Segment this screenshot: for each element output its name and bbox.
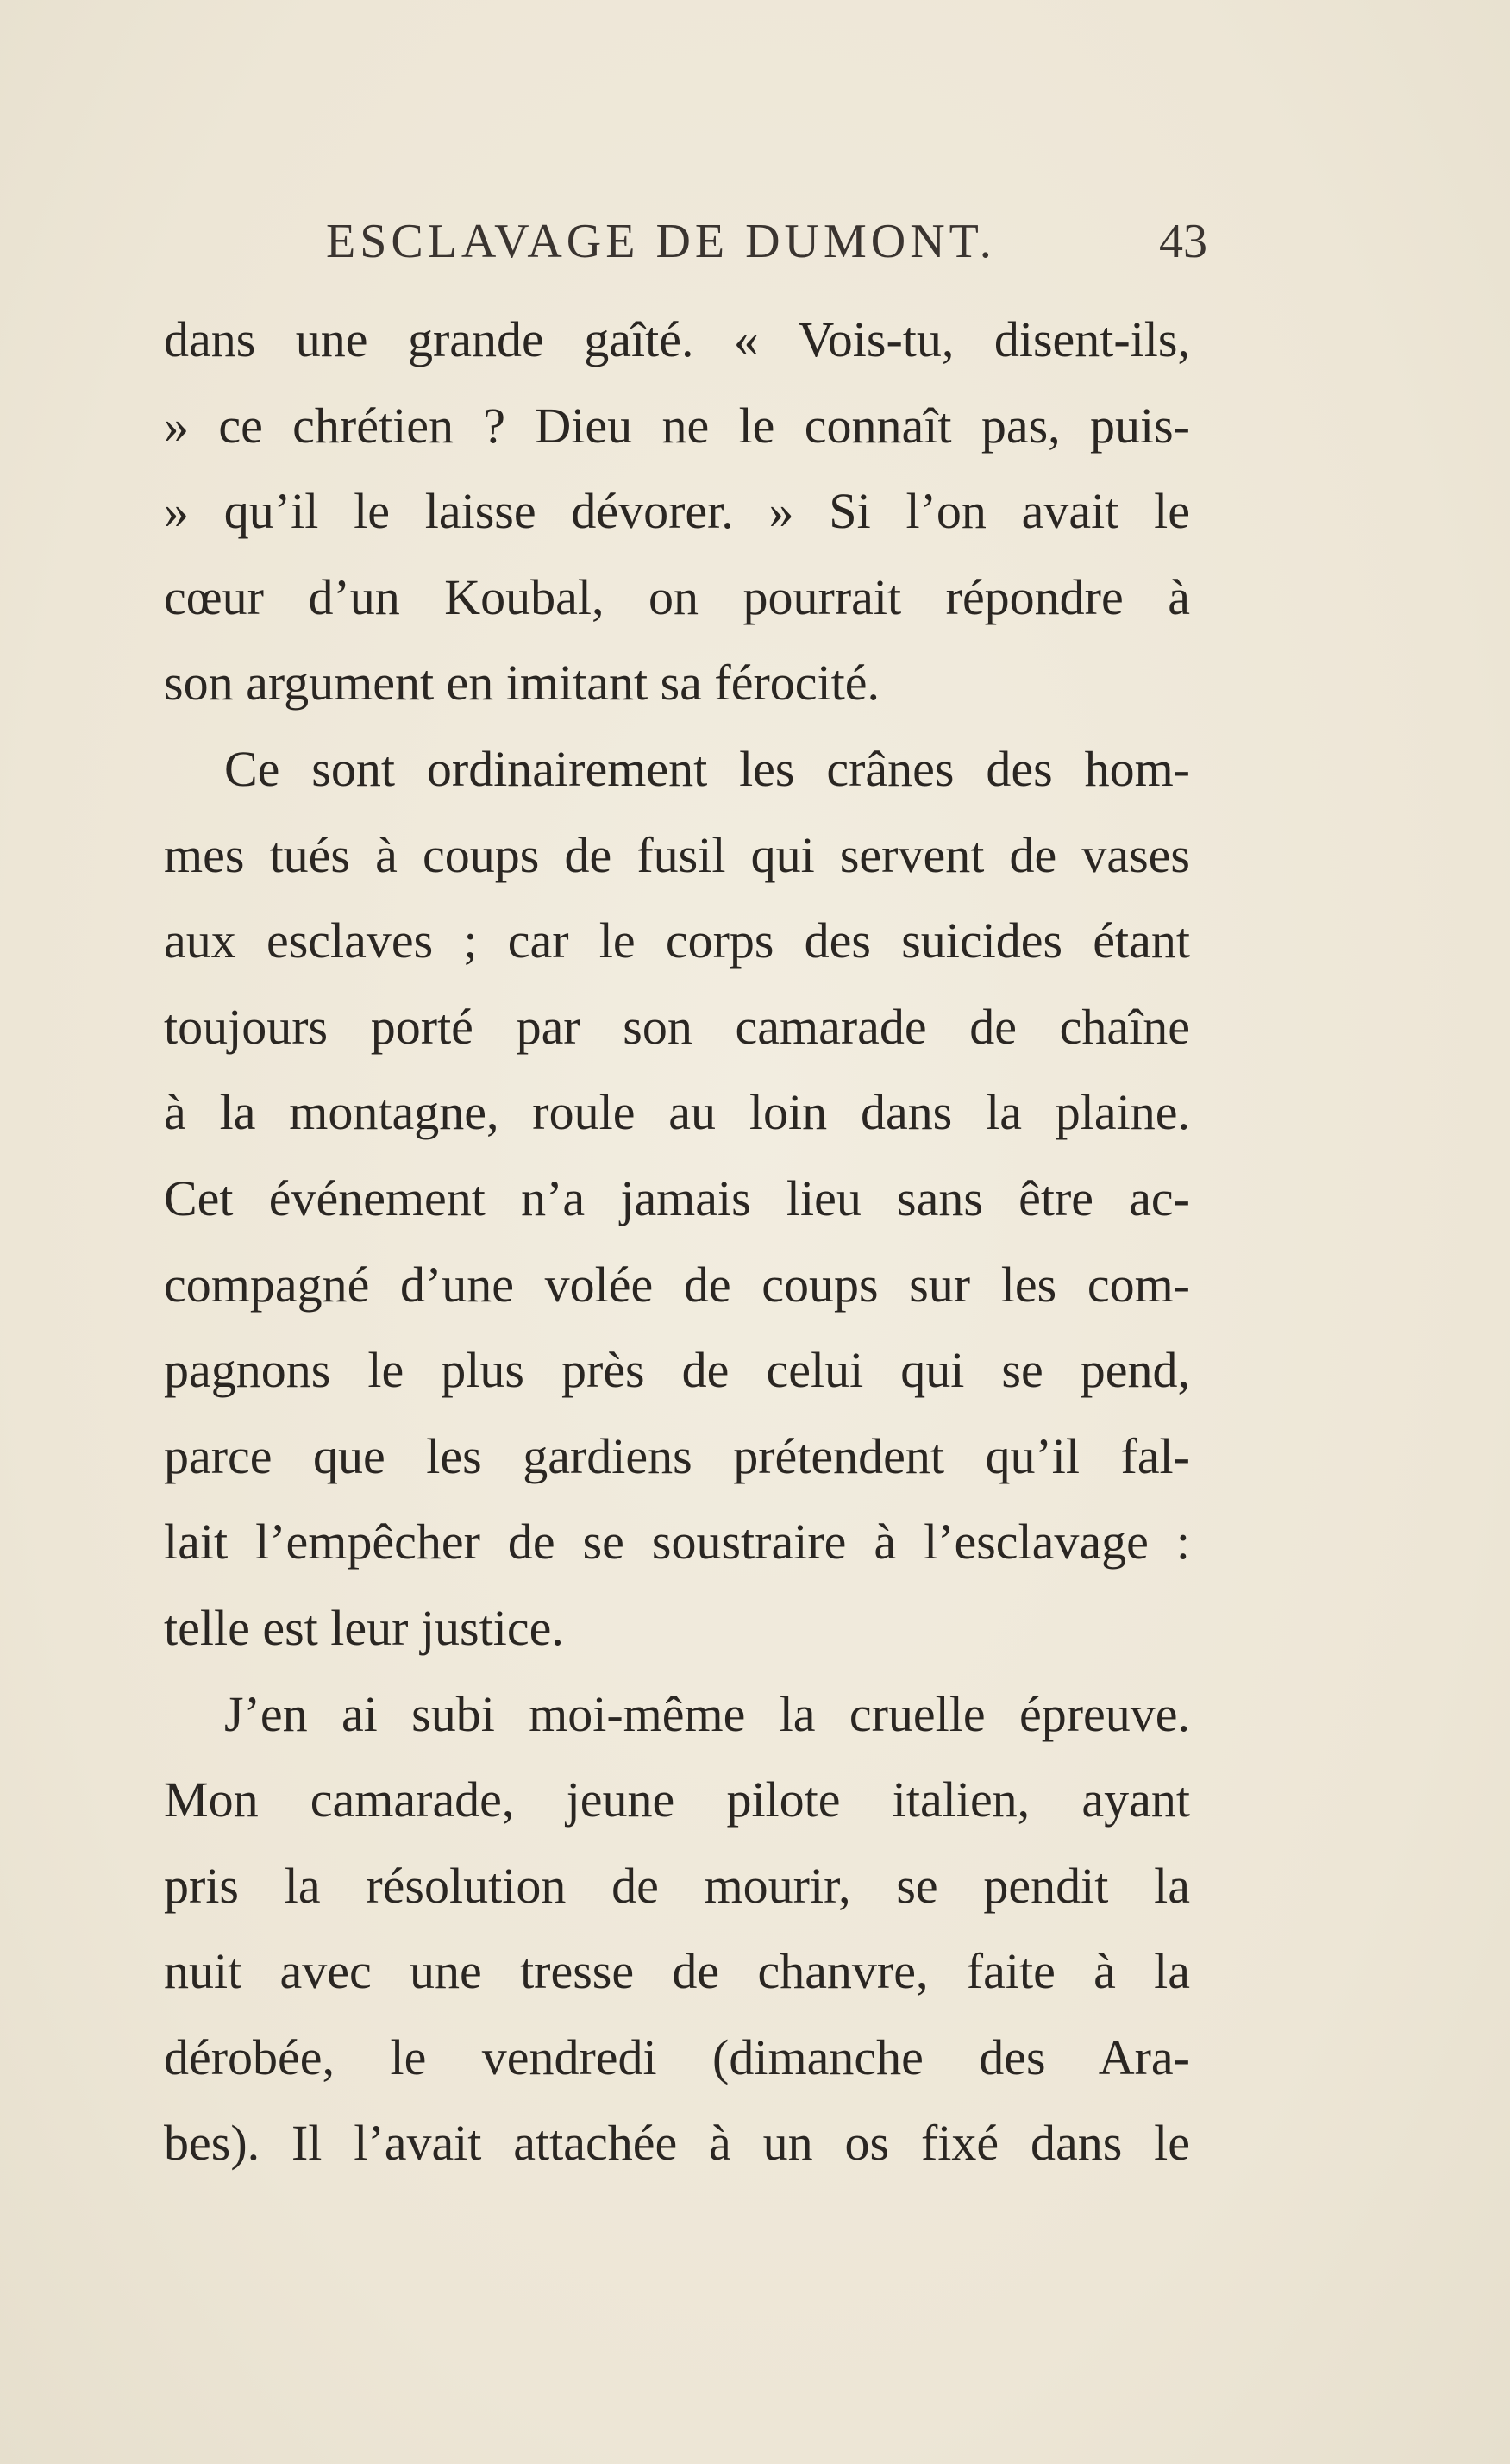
text-line: Cet événement n’a jamais lieu sans être ac- [164,1169,1190,1226]
text-line: à la montagne, roule au loin dans la plaine. [164,1084,1190,1141]
text-line: dans une grande gaîté. « Vois-tu, disent-ils, [164,311,1190,367]
text-line: nuit avec une tresse de chanvre, faite à la [164,1943,1190,2000]
text-line: compagné d’une volée de coups sur les com- [164,1256,1190,1313]
running-title: ESCLAVAGE DE DUMONT. [326,215,996,268]
text-line: bes). Il l’avait attachée à un os fixé dans le [164,2115,1190,2172]
text-line: » qu’il le laisse dévorer. » Si l’on avait le [164,483,1190,540]
text-line: pagnons le plus près de celui qui se pend, [164,1342,1190,1399]
text-line: » ce chrétien ? Dieu ne le connaît pas, puis- [164,397,1190,454]
text-line: pris la résolution de mourir, se pendit la [164,1857,1190,1914]
text-line: aux esclaves ; car le corps des suicides étant [164,912,1190,969]
text-line: parce que les gardiens prétendent qu’il fal- [164,1427,1190,1484]
text-line: J’en ai subi moi-même la cruelle épreuve. [224,1685,1190,1742]
text-line: cœur d’un Koubal, on pourrait répondre à [164,568,1190,625]
text-line: lait l’empêcher de se soustraire à l’esclavage : [164,1514,1190,1571]
text-line: dérobée, le vendredi (dimanche des Ara- [164,2028,1190,2085]
text-line: telle est leur justice. [164,1599,564,1656]
page-number: 43 [1159,215,1207,268]
text-line: Ce sont ordinairement les crânes des hom- [224,740,1190,797]
text-line: toujours porté par son camarade de chaîne [164,998,1190,1055]
running-head [310,214,1207,283]
text-line: son argument en imitant sa férocité. [164,655,880,712]
text-line: Mon camarade, jeune pilote italien, ayant [164,1771,1190,1828]
text-line: mes tués à coups de fusil qui servent de vases [164,826,1190,883]
body-text [164,297,1190,2186]
